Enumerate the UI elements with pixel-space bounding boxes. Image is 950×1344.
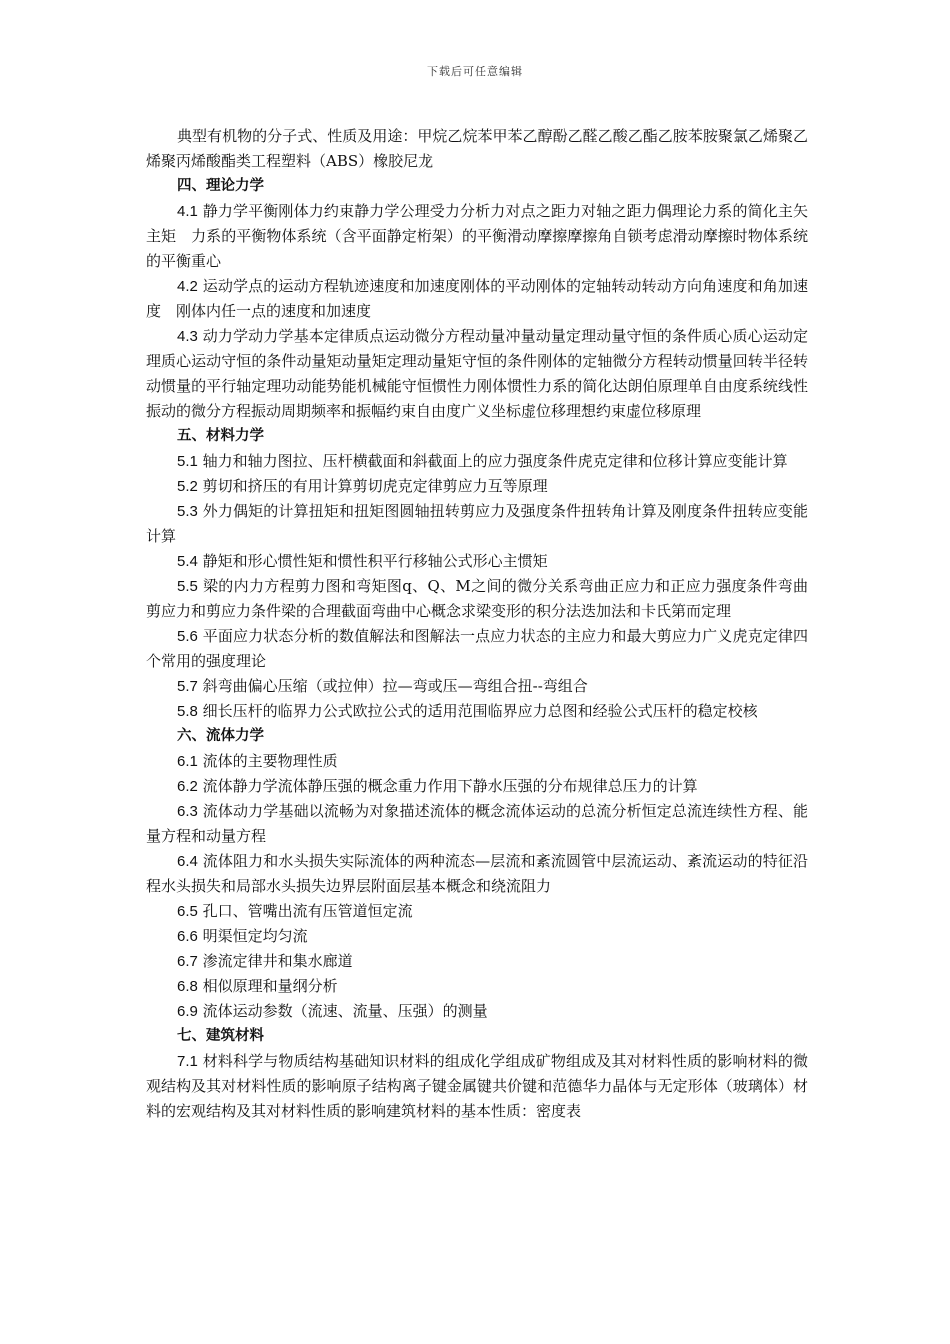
paragraph (146, 774, 808, 799)
paragraph (146, 924, 808, 949)
paragraph (146, 699, 808, 724)
section-number: 6.5 (177, 903, 198, 920)
paragraph-text: 流体静力学流体静压强的概念重力作用下静水压强的分布规律总压力的计算 (202, 777, 698, 795)
section-number: 7.1 (177, 1053, 198, 1070)
paragraph (146, 124, 808, 174)
paragraph-text: 流体的主要物理性质 (202, 752, 338, 770)
paragraph (146, 799, 808, 849)
paragraph-text: 斜弯曲偏心压缩（或拉伸）拉—弯或压—弯组合扭--弯组合 (202, 677, 588, 695)
paragraph (146, 449, 808, 474)
paragraph (146, 624, 808, 674)
section-heading (146, 424, 808, 449)
section-heading (146, 1024, 808, 1049)
paragraph-text: 流体阻力和水头损失实际流体的两种流态—层流和紊流圆管中层流运动、紊流运动的特征沿程水头损失和局部水头损失边界层附面层基本概念和绕流阻力 (146, 852, 808, 895)
paragraph-text: 动力学动力学基本定律质点运动微分方程动量冲量动量定理动量守恒的条件质心质心运动定理质心运动守恒的条件动量矩动量矩定理动量矩守恒的条件刚体的定轴微分方程转动惯量回转半径转动惯量的平行轴定理功动能势能机械能守恒惯性力刚体惯性力系的简化达朗伯原理单自由度系统线性振动的微分方程振动周期频率和振幅约束自由度广义坐标虚位移理想约束虚位移原理 (146, 327, 808, 420)
paragraph (146, 474, 808, 499)
paragraph (146, 674, 808, 699)
paragraph-text: 外力偶矩的计算扭矩和扭矩图圆轴扭转剪应力及强度条件扭转角计算及刚度条件扭转应变能计算 (146, 502, 808, 545)
paragraph-text: 孔口、管嘴出流有压管道恒定流 (202, 902, 413, 920)
section-number: 4.3 (177, 328, 198, 345)
section-number: 5.5 (177, 578, 198, 595)
paragraph (146, 549, 808, 574)
paragraph (146, 199, 808, 274)
section-number: 5.2 (177, 478, 198, 495)
paragraph-text: 五、材料力学 (177, 428, 264, 444)
section-number: 6.2 (177, 778, 198, 795)
paragraph (146, 274, 808, 324)
section-number: 5.7 (177, 678, 198, 695)
paragraph (146, 749, 808, 774)
section-number: 5.4 (177, 553, 198, 570)
paragraph-text: 剪切和挤压的有用计算剪切虎克定律剪应力互等原理 (202, 477, 548, 495)
paragraph (146, 324, 808, 424)
paragraph-text: 相似原理和量纲分析 (202, 977, 338, 995)
paragraph-text: 流体动力学基础以流畅为对象描述流体的概念流体运动的总流分析恒定总流连续性方程、能量方程和动量方程 (146, 802, 808, 845)
paragraph (146, 974, 808, 999)
section-number: 6.9 (177, 1003, 198, 1020)
paragraph-text: 静力学平衡刚体力约束静力学公理受力分析力对点之距力对轴之距力偶理论力系的简化主矢主矩 力系的平衡物体系统（含平面静定桁架）的平衡滑动摩擦摩擦角自锁考虑滑动摩擦时物体系统的平衡重心 (146, 202, 808, 270)
section-number: 4.1 (177, 203, 198, 220)
paragraph-text: 四、理论力学 (177, 178, 264, 194)
document-body (146, 124, 808, 1124)
section-number: 5.1 (177, 453, 198, 470)
paragraph (146, 574, 808, 624)
paragraph-text: 运动学点的运动方程轨迹速度和加速度刚体的平动刚体的定轴转动转动方向角速度和角加速度 刚体内任一点的速度和加速度 (146, 277, 808, 320)
section-number: 5.8 (177, 703, 198, 720)
section-heading (146, 174, 808, 199)
paragraph-text: 平面应力状态分析的数值解法和图解法一点应力状态的主应力和最大剪应力广义虎克定律四个常用的强度理论 (146, 627, 808, 670)
paragraph-text: 流体运动参数（流速、流量、压强）的测量 (202, 1002, 488, 1020)
paragraph-text: 轴力和轴力图拉、压杆横截面和斜截面上的应力强度条件虎克定律和位移计算应变能计算 (202, 452, 788, 470)
page-header: 下载后可任意编辑 (427, 65, 523, 78)
paragraph-text: 细长压杆的临界力公式欧拉公式的适用范围临界应力总图和经验公式压杆的稳定校核 (202, 702, 758, 720)
paragraph (146, 499, 808, 549)
section-heading (146, 724, 808, 749)
section-number: 5.3 (177, 503, 198, 520)
section-number: 6.7 (177, 953, 198, 970)
section-number: 5.6 (177, 628, 198, 645)
paragraph-text: 六、流体力学 (177, 728, 264, 744)
paragraph-text: 渗流定律井和集水廊道 (202, 952, 353, 970)
section-number: 6.1 (177, 753, 198, 770)
paragraph (146, 1049, 808, 1124)
paragraph-text: 静矩和形心惯性矩和惯性积平行移轴公式形心主惯矩 (202, 552, 548, 570)
section-number: 6.3 (177, 803, 198, 820)
paragraph (146, 999, 808, 1024)
paragraph (146, 899, 808, 924)
paragraph-text: 典型有机物的分子式、性质及用途：甲烷乙烷苯甲苯乙醇酚乙醛乙酸乙酯乙胺苯胺聚氯乙烯聚乙烯聚丙烯酸酯类工程塑料（ABS）橡胶尼龙 (146, 127, 808, 170)
paragraph (146, 849, 808, 899)
section-number: 6.6 (177, 928, 198, 945)
section-number: 6.4 (177, 853, 198, 870)
paragraph-text: 七、建筑材料 (177, 1028, 264, 1044)
section-number: 4.2 (177, 278, 198, 295)
paragraph-text: 明渠恒定均匀流 (202, 927, 308, 945)
paragraph (146, 949, 808, 974)
section-number: 6.8 (177, 978, 198, 995)
paragraph-text: 梁的内力方程剪力图和弯矩图q、Q、M之间的微分关系弯曲正应力和正应力强度条件弯曲剪应力和剪应力条件梁的合理截面弯曲中心概念求梁变形的积分法迭加法和卡氏第而定理 (146, 577, 808, 620)
paragraph-text: 材料科学与物质结构基础知识材料的组成化学组成矿物组成及其对材料性质的影响材料的微观结构及其对材料性质的影响原子结构离子键金属键共价键和范德华力晶体与无定形体（玻璃体）材料的宏观结构及其对材料性质的影响建筑材料的基本性质：密度表 (146, 1052, 808, 1120)
